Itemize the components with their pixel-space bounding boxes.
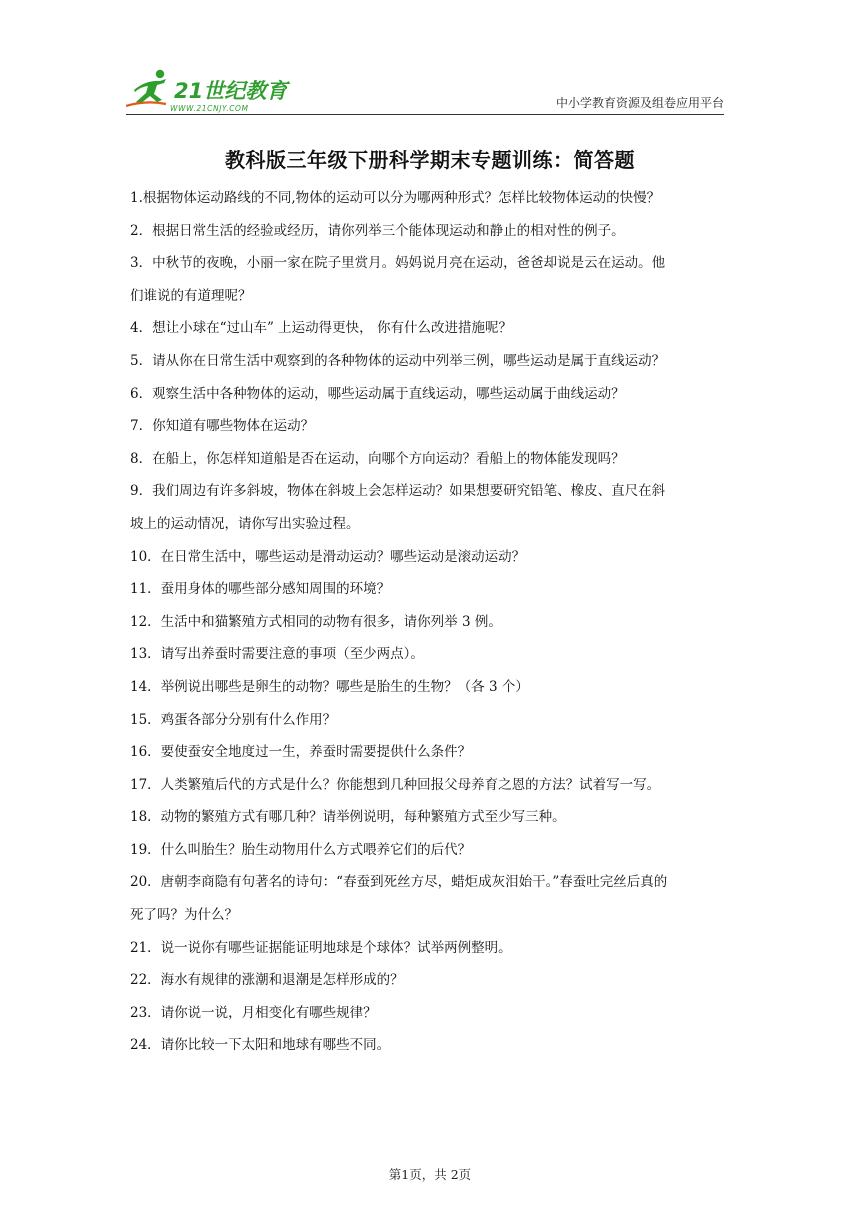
- question-line: 22．海水有规律的涨潮和退潮是怎样形成的？: [130, 972, 404, 989]
- question-line: 21．说一说你有哪些证据能证明地球是个球体？试举两例整明。: [130, 939, 512, 956]
- question-line: 12．生活中和猫繁殖方式相同的动物有很多，请你列举 3 例。: [130, 613, 502, 630]
- question-line: 6．观察生活中各种物体的运动，哪些运动属于直线运动，哪些运动属于曲线运动？: [130, 385, 625, 402]
- question-line: 10．在日常生活中，哪些运动是滑动运动？哪些运动是滚动运动？: [130, 548, 526, 565]
- question-line: 23．请你说一说，月相变化有哪些规律？: [130, 1004, 377, 1021]
- question-line: 2．根据日常生活的经验或经历，请你列举三个能体现运动和静止的相对性的例子。: [130, 222, 625, 239]
- question-line: 5．请从你在日常生活中观察到的各种物体的运动中列举三例，哪些运动是属于直线运动？: [130, 352, 666, 369]
- question-line: 20．唐朝李商隐有句著名的诗句：“春蚕到死丝方尽，蜡炬成灰泪始干。”春蚕吐完丝后真的: [130, 874, 668, 891]
- question-line: 17．人类繁殖后代的方式是什么？你能想到几种回报父母养育之恩的方法？试着写一写。: [130, 776, 661, 793]
- question-line: 3．中秋节的夜晚，小丽一家在院子里赏月。妈妈说月亮在运动，爸爸却说是云在运动。他: [130, 255, 666, 272]
- question-line: 19．什么叫胎生？胎生动物用什么方式喂养它们的后代？: [130, 841, 472, 858]
- runner-icon: [126, 70, 166, 106]
- page-footer: 第1页，共 2页: [388, 1167, 472, 1182]
- question-list: [130, 182, 732, 1062]
- question-line: 18．动物的繁殖方式有哪几种？请举例说明，每种繁殖方式至少写三种。: [130, 809, 566, 826]
- question-line: 死了吗？为什么？: [130, 907, 238, 924]
- logo: [126, 68, 296, 114]
- page-title: 教科版三年级下册科学期末专题训练：简答题: [225, 148, 635, 172]
- question-line: 9．我们周边有许多斜坡，物体在斜坡上会怎样运动？如果想要研究铅笔、橡皮、直尺在斜: [130, 483, 666, 500]
- page-header: [126, 64, 724, 116]
- question-line: 7．你知道有哪些物体在运动？: [130, 418, 315, 435]
- question-line: 4．想让小球在“过山车” 上运动得更快， 你有什么改进措施呢？: [130, 320, 512, 337]
- logo-text: 21世纪教育: [174, 79, 288, 103]
- question-line: 14．举例说出哪些是卵生的动物？哪些是胎生的生物？（各 3 个）: [130, 678, 529, 695]
- header-divider: [126, 114, 724, 115]
- question-line: 24．请你比较一下太阳和地球有哪些不同。: [130, 1037, 391, 1054]
- question-line: 13．请写出养蚕时需要注意的事项（至少两点）。: [130, 646, 424, 663]
- question-line: 8．在船上，你怎样知道船是否在运动，向哪个方向运动？看船上的物体能发现吗？: [130, 450, 625, 467]
- question-line: 1.根据物体运动路线的不同,物体的运动可以分为哪两种形式？怎样比较物体运动的快慢？: [130, 190, 661, 206]
- question-line: 15．鸡蛋各部分分别有什么作用？: [130, 711, 337, 728]
- question-line: 们谁说的有道理呢？: [130, 287, 252, 304]
- logo-url: WWW.21CNJY.COM: [170, 104, 249, 113]
- question-line: 16．要使蚕安全地度过一生，养蚕时需要提供什么条件？: [130, 744, 472, 761]
- question-line: 11．蚕用身体的哪些部分感知周围的环境？: [130, 581, 391, 598]
- question-line: 坡上的运动情况，请你写出实验过程。: [130, 515, 360, 532]
- platform-name: 中小学教育资源及组卷应用平台: [555, 96, 724, 110]
